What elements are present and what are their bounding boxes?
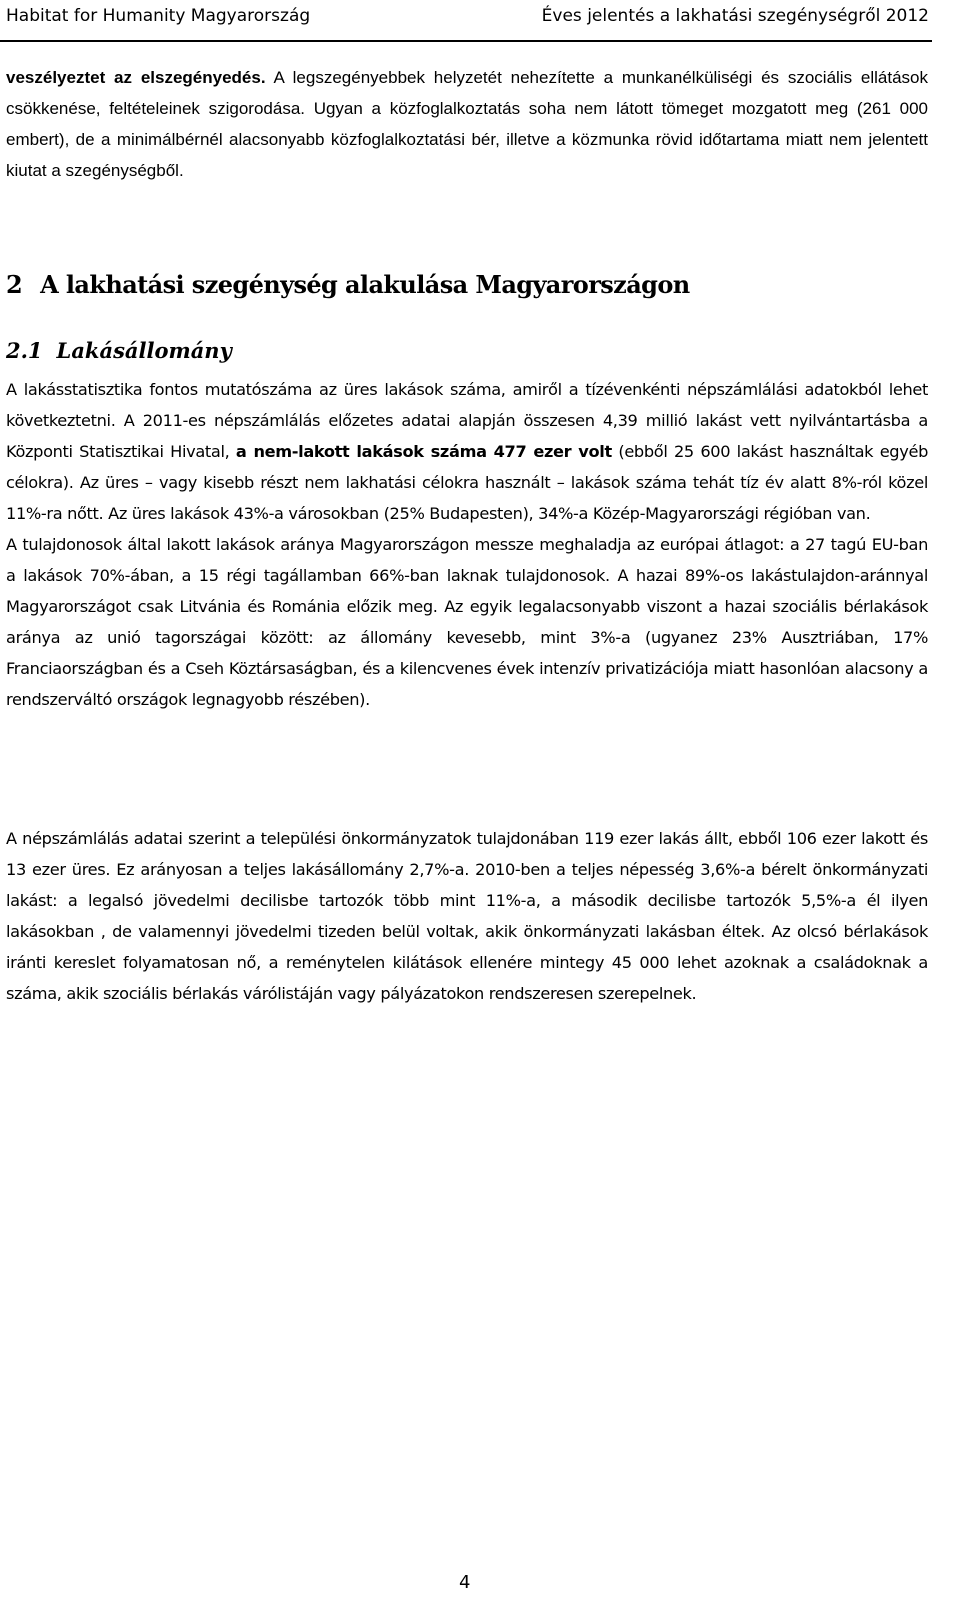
intro-bold-lead: veszélyeztet az elszegényedés.	[6, 68, 266, 87]
paragraph-housing-stock-part2: (ebből 25 600 lakást használtak egyéb célokra). Az üres – vagy kisebb részt nem lakhatási célokra használt – lakások száma tehát tíz év alatt 8%-ról közel 11%-ra nőtt. Az üres lakások 43%-a városokban (25% Budapesten), 34%-a Közép-Magyarországi régióban van.	[6, 442, 928, 523]
section-number: 2	[6, 270, 23, 299]
body-block-2	[6, 823, 928, 1009]
header-report-title: Éves jelentés a lakhatási szegénységről 2012	[541, 6, 929, 26]
intro-paragraph	[6, 62, 928, 186]
subsection-title: Lakásállomány	[56, 338, 232, 363]
section-title: A lakhatási szegénység alakulása Magyarországon	[40, 270, 690, 299]
paragraph-municipal-housing: A népszámlálás adatai szerint a települési önkormányzatok tulajdonában 119 ezer lakás állt, ebből 106 ezer lakott és 13 ezer üres. Ez arányosan a teljes lakásállomány 2,7%-a. 2010-ben a teljes népesség 3,6%-a bérelt önkormányzati lakást: a legalsó jövedelmi decilisbe tartozók több mint 11%-a, a második decilisbe tartozók 5,5%-a él ilyen lakásokban , de valamennyi jövedelmi tizeden belül voltak, akik önkormányzati lakásban éltek. Az olcsó bérlakások iránti kereslet folyamatosan nő, a reménytelen kilátások ellenére mintegy 45 000 lehet azoknak a családoknak a száma, akik szociális bérlakás várólistáján vagy pályázatokon rendszeresen szerepelnek.	[6, 829, 928, 1003]
paragraph-housing-stock-part1: A lakásstatisztika fontos mutatószáma az üres lakások száma, amiről a tízévenkénti népszámlálási adatokból lehet következtetni. A 2011-es népszámlálás előzetes adatai alapján összesen 4,39 millió lakást vett nyilvántartásba a Központi Statisztikai Hivatal,	[6, 380, 928, 461]
body-block-1	[6, 374, 928, 715]
intro-text: A legszegényebbek helyzetét nehezítette a munkanélküliségi és szociális ellátások csökkenése, feltételeinek szigorodása. Ugyan a közfoglalkoztatás soha nem látott tömeget mozgatott meg (261 000 embert), de a minimálbérnél alacsonyabb közfoglalkoztatási bér, illetve a közmunka rövid időtartama miatt nem jelentett kiutat a szegénységből.	[6, 68, 928, 180]
paragraph-housing-stock-bold: a nem-lakott lakások száma 477 ezer volt	[235, 442, 612, 461]
paragraph-ownership: A tulajdonosok által lakott lakások aránya Magyarországon messze meghaladja az európai átlagot: a 27 tagú EU-ban a lakások 70%-ában, a 15 régi tagállamban 66%-ban laknak tulajdonosok. A hazai 89%-os lakástulajdon-aránnyal Magyarországot csak Litvánia és Románia előzik meg. Az egyik legalacsonyabb viszont a hazai szociális bérlakások aránya az unió tagországai között: az állomány kevesebb, mint 3%-a (ugyanez 23% Ausztriában, 17% Franciaországban és a Cseh Köztársaságban, és a kilencvenes évek intenzív privatizációja miatt hasonlóan alacsony a rendszerváltó országok legnagyobb részében).	[6, 535, 928, 709]
subsection-number: 2.1	[6, 338, 43, 363]
paragraph-housing-stock	[6, 374, 928, 529]
subsection-heading	[6, 338, 232, 363]
page-number: 4	[459, 1572, 471, 1593]
header-organization: Habitat for Humanity Magyarország	[6, 6, 311, 26]
page-header	[0, 0, 932, 42]
section-heading	[6, 270, 690, 299]
intro-block	[6, 62, 928, 186]
